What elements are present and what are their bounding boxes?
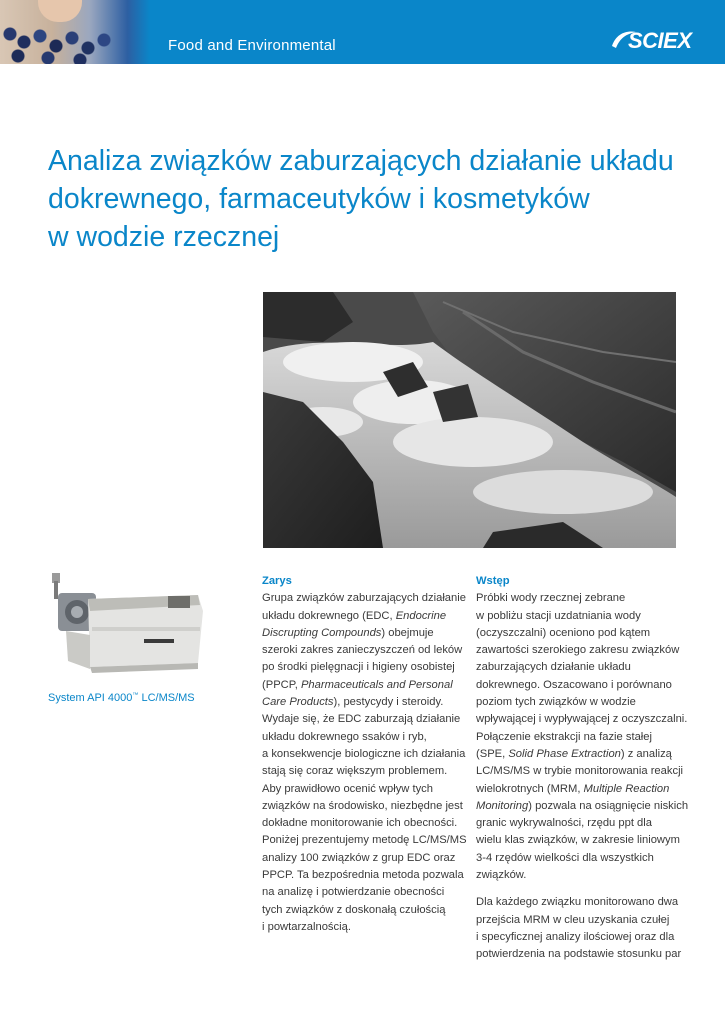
text-line: zaburzających działanie układu	[476, 661, 631, 674]
italic-term: Monitoring	[476, 799, 529, 812]
caption-trademark: ™	[132, 692, 139, 699]
text-line: Monitoring) pozwala na osiągnięcie niskich	[476, 799, 689, 812]
text-line: (PPCP, Pharmaceuticals and Personal	[262, 678, 453, 691]
caption-main: System API 4000	[48, 692, 133, 704]
text-line: stają się coraz większym problemem.	[262, 765, 448, 778]
text-line: wpływającej i wypływającej z oczyszczalni.	[476, 713, 688, 726]
text-line: granic wykrywalności, rzędu ppt dla	[476, 817, 652, 830]
intro-paragraph-2	[476, 894, 698, 963]
summary-column	[262, 573, 472, 936]
italic-term: Care Products	[262, 696, 334, 709]
sciex-logo	[608, 26, 708, 56]
text-line: wielokrotnych (MRM, Multiple Reaction	[476, 782, 670, 795]
page-title	[48, 142, 688, 256]
text-line: Połączenie ekstrakcji na fazie stałej	[476, 730, 652, 743]
text-line: Grupa związków zaburzających działanie	[262, 592, 466, 605]
text-line: na analizę i potwierdzanie obecności	[262, 886, 445, 899]
text-line: szeroki zakres zanieczyszczeń od leków	[262, 644, 463, 657]
italic-term: Multiple Reaction	[583, 782, 670, 795]
text-line: wielu klas związków, w zakresie liniowym	[476, 834, 680, 847]
header-title: Food and Environmental	[168, 37, 336, 54]
text-line: dokładne monitorowanie ich obecności.	[262, 817, 458, 830]
river-photo-art	[263, 292, 676, 548]
text-line: Discrupting Compounds) obejmuje	[262, 626, 434, 639]
italic-term: Discrupting Compounds	[262, 626, 382, 639]
text-line: Wydaje się, że EDC zaburzają działanie	[262, 713, 461, 726]
text-line: związków na środowisko, niezbędne jest	[262, 799, 463, 812]
logo-text: SCIEX	[628, 28, 692, 53]
text-line: poziom tych związków w wodzie	[476, 696, 636, 709]
text-line: związków.	[476, 869, 527, 882]
text-line: (oczyszczalni) oceniono pod kątem	[476, 626, 651, 639]
text-line: Poniżej prezentujemy metodę LC/MS/MS	[262, 834, 467, 847]
text-line: tych związków z doskonałą czułością	[262, 903, 446, 916]
river-photo	[263, 292, 676, 548]
text-line: Dla każdego związku monitorowano dwa	[476, 896, 679, 909]
title-line: w wodzie rzecznej	[48, 221, 280, 253]
caption-rest: LC/MS/MS	[138, 692, 195, 704]
intro-heading: Wstęp	[476, 575, 510, 587]
italic-term: Pharmaceuticals and Personal	[300, 678, 453, 691]
text-line: Care Products), pestycydy i steroidy.	[262, 696, 444, 709]
italic-term: Solid Phase Extraction	[508, 747, 621, 760]
intro-column	[476, 573, 698, 964]
text-line: PPCP. Ta bezpośrednia metoda pozwala	[262, 869, 464, 882]
header-bar	[0, 0, 725, 64]
instrument-art	[48, 571, 208, 681]
header-blueberries-photo	[0, 0, 150, 64]
text-line: po środki pielęgnacji i higieny osobistej	[262, 661, 455, 674]
intro-paragraph-1	[476, 590, 698, 884]
text-line: i specyficznej analizy ilościowej oraz dla	[476, 930, 675, 943]
text-line: (SPE, Solid Phase Extraction) z analizą	[476, 747, 672, 760]
api4000-instrument-photo	[48, 571, 208, 681]
text-line: przejścia MRM w cleu uzyskania czułej	[476, 913, 670, 926]
italic-term: Endocrine	[395, 609, 447, 622]
text-line: analizy 100 związków z grup EDC oraz	[262, 851, 456, 864]
text-line: zawartości szerokiego zakresu związków	[476, 644, 680, 657]
text-line: a konsekwencje biologiczne ich działania	[262, 747, 466, 760]
text-line: Aby prawidłowo ocenić wpływ tych	[262, 782, 433, 795]
header-photo-berries	[0, 22, 140, 64]
text-line: układu dokrewnego (EDC, Endocrine	[262, 609, 447, 622]
title-line: dokrewnego, farmaceutyków i kosmetyków	[48, 183, 590, 215]
text-line: Próbki wody rzecznej zebrane	[476, 592, 626, 605]
text-line: w pobliżu stacji uzdatniania wody	[476, 609, 641, 622]
text-line: potwierdzenia na podstawie stosunku par	[476, 948, 682, 961]
text-line: 3-4 rzędów wielkości dla wszystkich	[476, 851, 654, 864]
title-line: Analiza związków zaburzających działanie układu	[48, 145, 674, 177]
summary-heading: Zarys	[262, 575, 292, 587]
text-line: LC/MS/MS w trybie monitorowania reakcji	[476, 765, 684, 778]
text-line: i powtarzalnością.	[262, 920, 351, 933]
text-line: dokrewnego. Oszacowano i porównano	[476, 678, 672, 691]
text-line: układu dokrewnego ssaków i ryb,	[262, 730, 427, 743]
instrument-caption	[48, 692, 195, 704]
summary-paragraph	[262, 590, 472, 936]
header-photo-hand	[38, 0, 82, 22]
